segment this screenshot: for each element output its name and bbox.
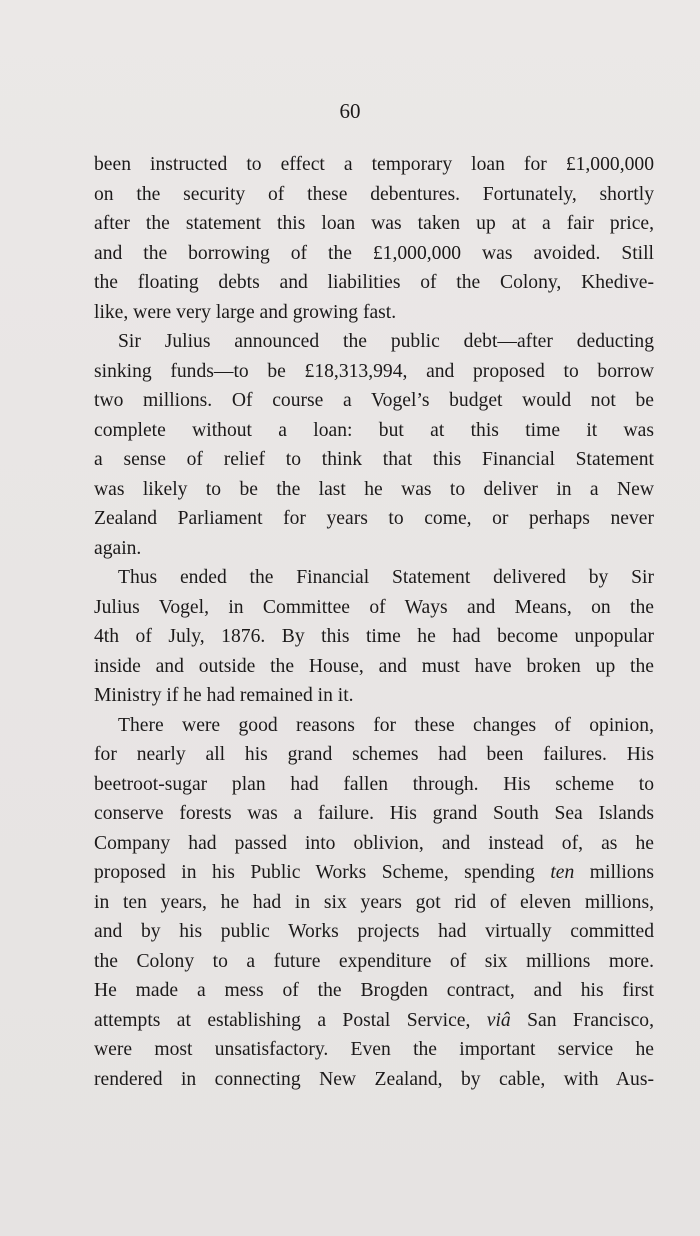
text-line: were most unsatisfactory. Even the important service he [94,1039,654,1060]
text-line: Julius Vogel, in Committee of Ways and Means, on the [94,596,654,618]
text-line: inside and outside the House, and must have broken up the [94,655,654,677]
text-segment: attempts at establishing a Postal Service, [94,1009,471,1031]
text-line: like, were very large and growing fast. [94,301,397,323]
text-line: beetroot-sugar plan had fallen through. His scheme to [94,773,654,795]
text-line: on the security of these debentures. Fortunately, shortly [94,183,654,205]
italic-text: ten [550,862,575,883]
text-line: sinking funds—to be £18,313,994, and proposed to borrow [94,360,654,382]
text-line: Zealand Parliament for years to come, or perhaps never [94,508,654,529]
text-segment: proposed in his Public Works Scheme, spending [94,862,535,883]
text-line: There were good reasons for these changes of opinion, [118,714,654,736]
text-line: again. [94,537,142,559]
text-line [94,858,654,888]
text-line: Ministry if he had remained in it. [94,685,354,706]
text-line [94,1006,654,1036]
text-line: complete without a loan: but at this time it was [94,419,654,441]
text-line: after the statement this loan was taken up at a fair price, [94,213,654,234]
text-line: Company had passed into oblivion, and instead of, as he [94,832,654,854]
text-line: conserve forests was a failure. His grand South Sea Islands [94,803,654,824]
text-line: in ten years, he had in six years got rid of eleven millions, [94,891,654,913]
text-line: rendered in connecting New Zealand, by cable, with Aus- [94,1068,654,1090]
text-line: Thus ended the Financial Statement delivered by Sir [118,567,654,588]
text-line: been instructed to effect a temporary loan for £1,000,000 [94,154,654,175]
text-line: for nearly all his grand schemes had been failures. His [94,744,654,765]
body-text [94,150,654,1094]
text-line: 4th of July, 1876. By this time he had become unpopular [94,626,654,647]
text-line: He made a mess of the Brogden contract, and his first [94,980,654,1001]
text-line: the Colony to a future expenditure of six millions more. [94,950,654,972]
text-line: and the borrowing of the £1,000,000 was avoided. Still [94,242,654,264]
text-line: the floating debts and liabilities of the Colony, Khedive- [94,272,654,293]
text-line: Sir Julius announced the public debt—after deducting [118,331,654,352]
text-line: two millions. Of course a Vogel’s budget would not be [94,390,654,411]
italic-text: viâ [486,1009,511,1031]
text-line: a sense of relief to think that this Financial Statement [94,449,654,470]
text-segment: millions [589,862,654,883]
text-line: and by his public Works projects had virtually committed [94,921,654,942]
text-segment: San Francisco, [527,1009,654,1031]
page-number: 60 [339,99,361,123]
text-line: was likely to be the last he was to deliver in a New [94,478,654,500]
